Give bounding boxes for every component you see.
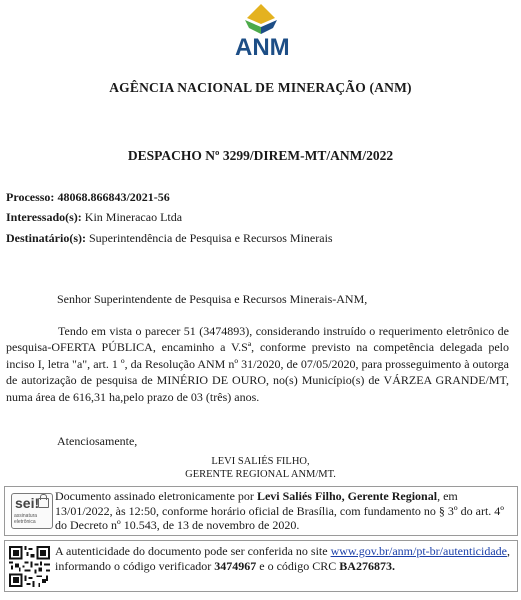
- verification-code: 3474967: [214, 558, 257, 573]
- interessado-label: Interessado(s):: [6, 210, 82, 224]
- esig-role: Gerente Regional: [347, 489, 438, 503]
- esig-suffix: , em 13/01/2022, às 12:50, conforme horário oficial de Brasília, com fundamento no § 3º do art. 4º do Decreto nº 10.543, de 13 de novembro de 2020.: [55, 489, 505, 533]
- auth-mid: , informando o código verificador: [55, 544, 510, 573]
- electronic-signature-box: [4, 486, 518, 536]
- despacho-title: DESPACHO Nº 3299/DIREM-MT/ANM/2022: [127, 148, 394, 163]
- interessado-value: Kin Mineracao Ltda: [84, 210, 183, 224]
- qr-code-icon: [9, 546, 50, 587]
- destinatario-line: [6, 231, 333, 246]
- closing: Atenciosamente,: [57, 434, 138, 448]
- processo-label: Processo:: [6, 190, 55, 204]
- auth-mid2: e o código CRC: [256, 558, 340, 573]
- anm-logo: [235, 2, 290, 70]
- esig-sep: ,: [341, 489, 348, 503]
- lock-icon: [38, 498, 49, 508]
- salutation: Senhor Superintendente de Pesquisa e Recursos Minerais-ANM,: [57, 292, 368, 306]
- signatory-role: GERENTE REGIONAL ANM/MT.: [185, 469, 336, 480]
- sei-logo-subtext: assinatura eletrônica: [14, 513, 38, 525]
- sei-logo-icon: [11, 493, 53, 529]
- auth-prefix: A autenticidade do documento pode ser conferida no site: [55, 544, 331, 558]
- crc-code: BA276873: [339, 558, 392, 573]
- signatory-name: LEVI SALIÉS FILHO,: [211, 456, 310, 467]
- agency-title: AGÊNCIA NACIONAL DE MINERAÇÃO (ANM): [109, 80, 412, 95]
- esig-prefix: Documento assinado eletronicamente por: [55, 489, 257, 503]
- interessado-line: [6, 210, 182, 225]
- electronic-signature-text: [55, 489, 513, 533]
- authenticity-link[interactable]: www.gov.br/anm/pt-br/autenticidade: [330, 544, 507, 558]
- anm-logo-mark: [235, 2, 287, 36]
- destinatario-value: Superintendência de Pesquisa e Recursos Minerais: [88, 231, 333, 245]
- body-paragraph: Tendo em vista o parecer 51 (3474893), considerando instruído o requerimento eletrônico de pesquisa-OFERTA PÚBLICA, encaminho a V.Sª, conforme previsto na competência delegada pelo inciso I, letra "a", art. 1 º, da Resolução ANM nº 31/2020, de 07/05/2020, para prosseguimento à outorga de autorização de pesquisa de MINÉRIO DE OURO, no(s) Município(s) de VÁRZEA GRANDE/MT, numa área de 616,31 ha,pelo prazo de 03 (três) anos.: [6, 324, 509, 404]
- esig-signer: Levi Saliés Filho: [256, 489, 342, 503]
- sei-logo-text: sei!: [15, 495, 40, 511]
- auth-end: .: [391, 558, 395, 573]
- processo-line: [6, 190, 170, 205]
- processo-value: 48068.866843/2021-56: [57, 190, 170, 204]
- authenticity-text: [55, 544, 513, 573]
- anm-logo-text: ANM: [235, 34, 290, 61]
- authenticity-box: [4, 540, 518, 592]
- destinatario-label: Destinatário(s):: [6, 231, 86, 245]
